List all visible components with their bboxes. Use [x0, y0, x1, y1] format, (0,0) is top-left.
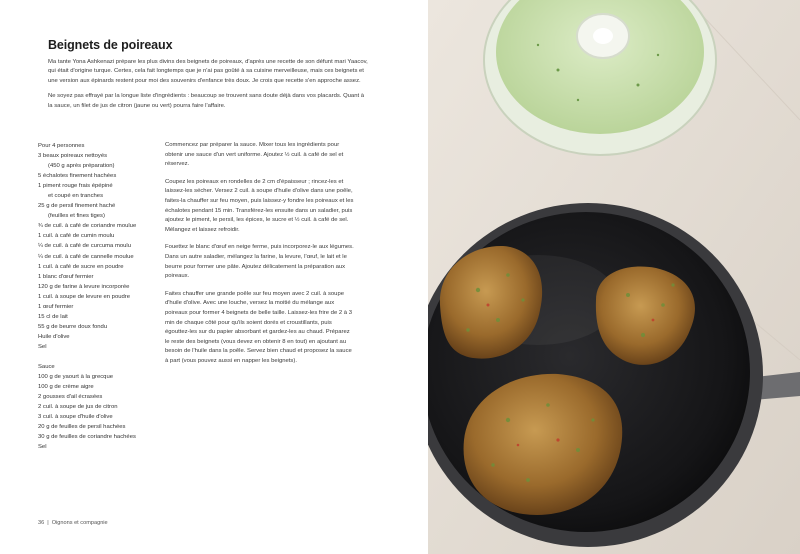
ingredient-line: 3 beaux poireaux nettoyés: [38, 153, 108, 160]
method-paragraph: Coupez les poireaux en rondelles de 2 cm d'épaisseur ; rincez-les et laissez-les sécher. Versez 2 cuil. à soupe d'huile d'olive dans une poêle, faites-la chauffer sur feu moyen, puis laissez-y fondre les poireaux et les échalotes pendant 15 min. Transférez-les ensuite dans un saladier, puis ajoutez le piment, le persil, les épices, le sucre et ½ cuil. à café de sel. Mélangez et laissez refroidir.: [165, 178, 354, 233]
sauce-heading: Sauce: [38, 363, 55, 370]
sauce-ingredient-line: 100 g de crème aigre: [38, 384, 94, 391]
intro-paragraph: Ne soyez pas effrayé par la longue liste d'ingrédients : beaucoup se trouvent sans doute déjà dans vos placards. Quant à la sauce, un filet de jus de citron (jaune ou vert) pourra faire l'affaire.: [48, 93, 365, 109]
ingredient-line: et coupé en tranches: [48, 193, 104, 200]
intro-paragraph: Ma tante Yona Ashkenazi prépare les plus divins des beignets de poireaux, d'après une recette de son défunt mari Yaacov, qui était d'origine turque. Certes, cela fait longtemps que je n'ai pas goûté à sa cuisine merveilleuse, mais ces beignets et une version aux épinards restent pour moi des souvenirs d'enfance très doux. Je crois que recette s'en approche assez.: [48, 59, 368, 84]
sauce-ingredient-line: 20 g de feuilles de persil hachées: [38, 424, 126, 431]
ingredient-line: 1 cuil. à soupe de levure en poudre: [38, 293, 131, 300]
ingredient-line: 15 cl de lait: [38, 313, 68, 320]
section-name: Oignons et compagnie: [51, 520, 108, 526]
list-spacer: [38, 352, 158, 362]
ingredient-line: ¾ de cuil. à café de coriandre moulue: [38, 223, 137, 230]
sauce-ingredient-line: 2 cuil. à soupe de jus de citron: [38, 404, 118, 411]
sauce-ingredient-line: 30 g de feuilles de coriandre hachées: [38, 434, 136, 441]
ingredient-line: ¼ de cuil. à café de cannelle moulue: [38, 253, 134, 260]
ingredient-line: Huile d'olive: [38, 333, 70, 340]
recipe-title: Beignets de poireaux: [48, 38, 173, 52]
ingredient-line: (feuilles et fines tiges): [48, 213, 105, 220]
ingredient-line: 25 g de persil finement haché: [38, 203, 116, 210]
ingredient-line: Pour 4 personnes: [38, 143, 85, 149]
page-number: 36: [38, 520, 45, 526]
footer-separator: |: [47, 520, 49, 526]
sauce-ingredient-line: 2 gousses d'ail écrasées: [38, 394, 103, 401]
method-paragraph: Fouettez le blanc d'œuf en neige ferme, puis incorporez-le aux légumes. Dans un autre saladier, mélangez la farine, la levure, l'œuf, le lait et le beurre pour former une pâte. Ajoutez délicatement la préparation aux poireaux.: [165, 244, 354, 280]
sauce-ingredient-line: 3 cuil. à soupe d'huile d'olive: [38, 414, 113, 421]
photo-illustration: [428, 0, 800, 554]
ingredient-line: (450 g après préparation): [48, 163, 115, 170]
ingredient-line: 1 œuf fermier: [38, 303, 74, 310]
method-steps: [165, 141, 355, 374]
ingredient-line: 1 cuil. à café de cumin moulu: [38, 233, 115, 240]
sauce-ingredient-line: Sel: [38, 444, 47, 451]
method-paragraph: Commencez par préparer la sauce. Mixer tous les ingrédients pour obtenir une sauce d'un vert uniforme. Ajoutez ½ cuil. à café de sel et réservez.: [165, 142, 344, 168]
ingredient-line: 5 échalotes finement hachées: [38, 173, 117, 180]
ingredient-line: 55 g de beurre doux fondu: [38, 323, 108, 330]
recipe-intro: [48, 58, 368, 117]
recipe-photo: [428, 0, 800, 554]
ingredients-list: [38, 141, 158, 452]
ingredient-line: ¼ de cuil. à café de curcuma moulu: [38, 243, 131, 250]
sauce-ingredient-line: 100 g de yaourt à la grecque: [38, 374, 113, 381]
ingredient-line: Sel: [38, 343, 47, 350]
page-footer: [38, 520, 108, 526]
ingredient-line: 120 g de farine à levure incorporée: [38, 283, 130, 290]
ingredient-line: 1 cuil. à café de sucre en poudre: [38, 263, 124, 270]
ingredient-line: 1 blanc d'œuf fermier: [38, 273, 94, 280]
ingredient-line: 1 piment rouge frais épépiné: [38, 183, 113, 190]
method-paragraph: Faites chauffer une grande poêle sur feu moyen avec 2 cuil. à soupe d'huile d'olive. Avec une louche, versez la moitié du mélange aux poireaux pour former 4 beignets de belle taille. Laissez-les frire de 2 à 3 min de chaque côté pour qu'ils soient dorés et croustillants, puis égouttez-les sur du papier absorbant et gardez-les au chaud. Préparez le reste des beignets (vous devez en obtenir 8 en tout) en ajoutant au besoin de l'huile dans la poêle. Servez bien chaud et proposez la sauce à part (vous pouvez aussi en napper les beignets).: [165, 290, 352, 364]
